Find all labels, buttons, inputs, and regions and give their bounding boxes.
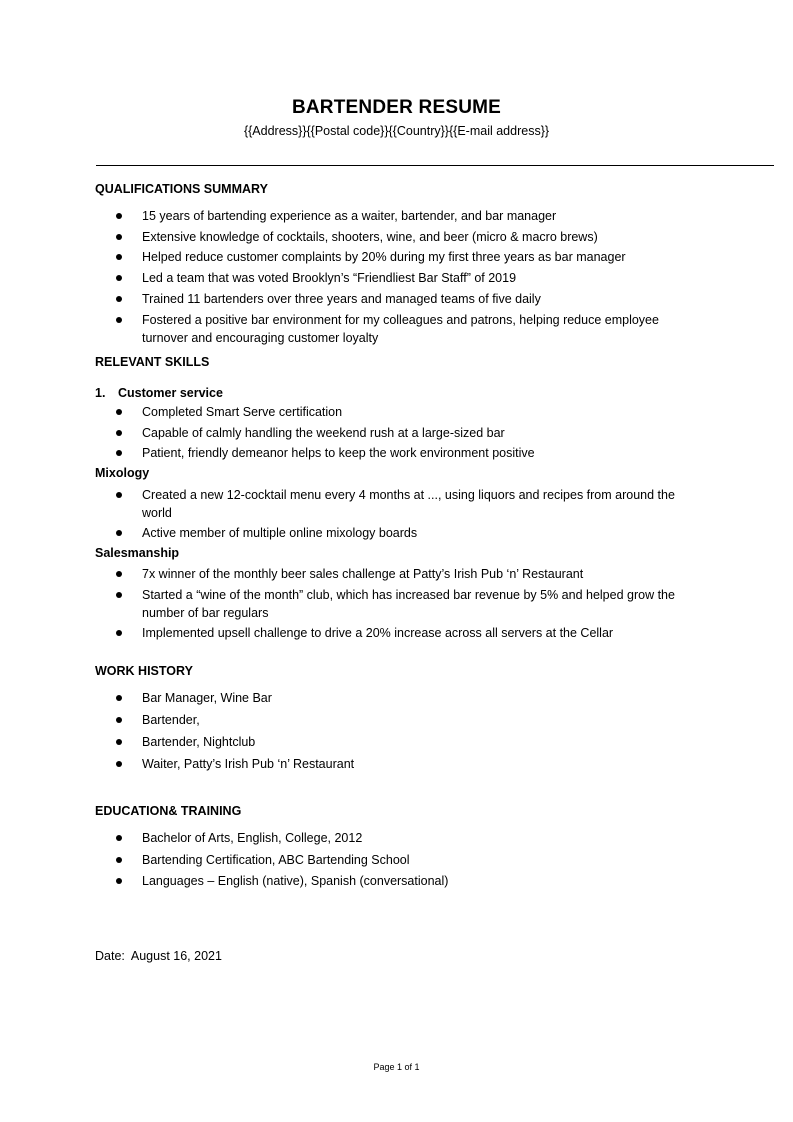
list-item: Patient, friendly demeanor helps to keep the work environment positive xyxy=(142,444,707,462)
list-item: Implemented upsell challenge to drive a 20% increase across all servers at the Cellar xyxy=(142,624,707,642)
list-item: Waiter, Patty’s Irish Pub ‘n’ Restaurant xyxy=(142,755,707,773)
bullet-icon xyxy=(116,492,122,498)
list-item: Created a new 12-cocktail menu every 4 months at ..., using liquors and recipes from around the world xyxy=(142,486,707,522)
bullet-icon xyxy=(116,878,122,884)
list-item: Trained 11 bartenders over three years and managed teams of five daily xyxy=(142,290,707,308)
list-item: 15 years of bartending experience as a waiter, bartender, and bar manager xyxy=(142,207,707,225)
bullet-icon xyxy=(116,761,122,767)
work-history-heading: WORK HISTORY xyxy=(95,664,193,678)
bullet-icon xyxy=(116,717,122,723)
mixology-subheading: Mixology xyxy=(95,466,150,480)
bullet-icon xyxy=(116,409,122,415)
bullet-icon xyxy=(116,275,122,281)
bullet-icon xyxy=(116,254,122,260)
bullet-icon xyxy=(116,592,122,598)
list-item: Fostered a positive bar environment for my colleagues and patrons, helping reduce employee turnover and encouraging customer loyalty xyxy=(142,311,707,347)
skills-heading: RELEVANT SKILLS xyxy=(95,355,210,369)
list-item: Bartender, xyxy=(142,711,707,729)
bullet-icon xyxy=(116,630,122,636)
bullet-icon xyxy=(116,430,122,436)
bullet-icon xyxy=(116,739,122,745)
bullet-icon xyxy=(116,234,122,240)
page-number: Page 1 of 1 xyxy=(373,1062,420,1072)
list-item: Helped reduce customer complaints by 20% during my first three years as bar manager xyxy=(142,248,707,266)
bullet-icon xyxy=(116,317,122,323)
bullet-icon xyxy=(116,571,122,577)
list-item: Completed Smart Serve certification xyxy=(142,403,707,421)
bullet-icon xyxy=(116,695,122,701)
customer-service-subheading: 1. Customer service xyxy=(95,386,223,400)
contact-line: {{Address}}{{Postal code}}{{Country}}{{E-mail address}} xyxy=(243,124,550,138)
salesmanship-subheading: Salesmanship xyxy=(95,546,180,560)
education-heading: EDUCATION& TRAINING xyxy=(95,804,242,818)
list-item: Active member of multiple online mixology boards xyxy=(142,524,707,542)
qualifications-heading: QUALIFICATIONS SUMMARY xyxy=(95,182,268,196)
list-item: Led a team that was voted Brooklyn’s “Friendliest Bar Staff” of 2019 xyxy=(142,269,707,287)
list-item: Languages – English (native), Spanish (conversational) xyxy=(142,872,707,890)
list-item: Bartender, Nightclub xyxy=(142,733,707,751)
list-item: 7x winner of the monthly beer sales challenge at Patty’s Irish Pub ‘n’ Restaurant xyxy=(142,565,707,583)
list-item: Bachelor of Arts, English, College, 2012 xyxy=(142,829,707,847)
list-item: Extensive knowledge of cocktails, shooters, wine, and beer (micro & macro brews) xyxy=(142,228,707,246)
date-value: August 16, 2021 xyxy=(130,949,222,963)
list-item: Started a “wine of the month” club, which has increased bar revenue by 5% and helped grow the number of bar regulars xyxy=(142,586,707,622)
list-item: Capable of calmly handling the weekend rush at a large-sized bar xyxy=(142,424,707,442)
bullet-icon xyxy=(116,213,122,219)
bullet-icon xyxy=(116,835,122,841)
header-divider xyxy=(96,165,774,166)
bullet-icon xyxy=(116,450,122,456)
page-title: BARTENDER RESUME xyxy=(291,97,502,118)
list-item: Bartending Certification, ABC Bartending School xyxy=(142,851,707,869)
list-item: Bar Manager, Wine Bar xyxy=(142,689,707,707)
bullet-icon xyxy=(116,296,122,302)
bullet-icon xyxy=(116,857,122,863)
date-line xyxy=(95,949,222,963)
bullet-icon xyxy=(116,530,122,536)
date-label: Date: xyxy=(95,949,125,963)
